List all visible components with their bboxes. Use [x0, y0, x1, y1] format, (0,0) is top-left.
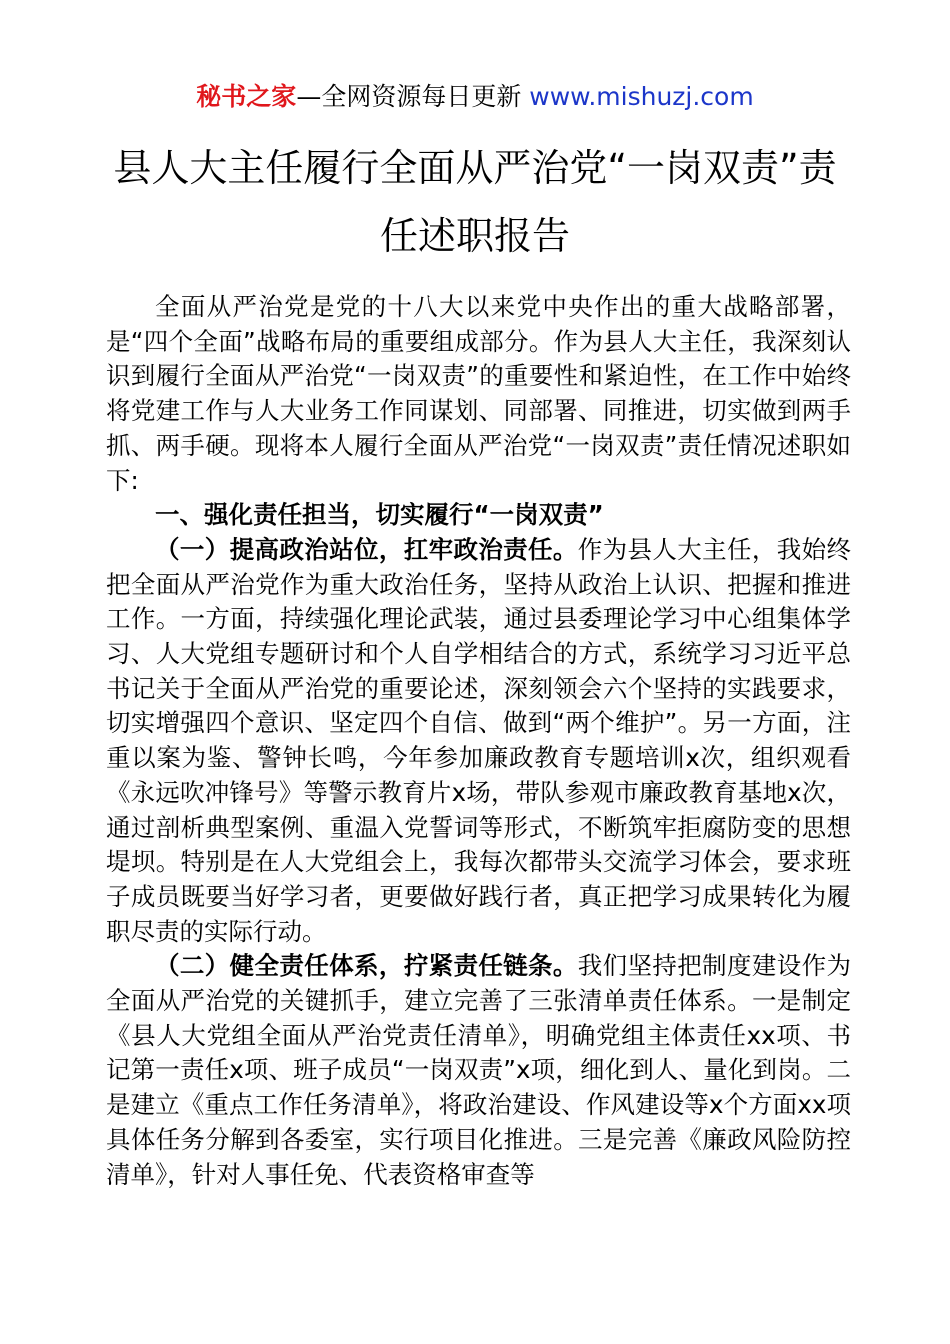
document-title: 县人大主任履行全面从严治党“一岗双责”责任述职报告 [113, 146, 837, 258]
subsection-heading: （一）提高政治站位，扛牢政治责任。 [155, 534, 578, 564]
subsection-text: 作为县人大主任，我始终把全面从严治党作为重大政治任务，坚持从政治上认识、把握和推进工作。一方面，持续强化理论武装，通过县委理论学习中心组集体学习、人大党组专题研讨和个人自学相结合的方式，系统学习习近平总书记关于全面从严治党的重要论述，深刻领会六个坚持的实践要求，切实增强四个意识、坚定四个自信、做到“两个维护”。另一方面，注重以案为鉴、警钟长鸣，今年参加廉政教育专题培训x次，组织观看《永远吹冲锋号》等警示教育片x场，带队参观市廉政教育基地x次，通过剖析典型案例、重温入党誓词等形式，不断筑牢拒腐防变的思想堤坝。特别是在人大党组会上，我每次都带头交流学习体会，要求班子成员既要当好学习者，更要做好践行者，真正把学习成果转化为履职尽责的实际行动。 [106, 534, 851, 946]
subsection-paragraph [106, 949, 851, 1192]
site-tagline: —全网资源每日更新 [296, 82, 522, 111]
subsection-heading: （二）健全责任体系，拧紧责任链条。 [155, 951, 578, 981]
site-url-link[interactable]: www.mishuzj.com [529, 82, 754, 111]
section-heading: 一、强化责任担当，切实履行“一岗双责” [155, 500, 604, 530]
document-body [106, 290, 851, 1192]
intro-paragraph: 全面从严治党是党的十八大以来党中央作出的重大战略部署，是“四个全面”战略布局的重要组成部分。作为县人大主任，我深刻认识到履行全面从严治党“一岗双责”的重要性和紧迫性，在工作中始终将党建工作与人大业务工作同谋划、同部署、同推进，切实做到两手抓、两手硬。现将本人履行全面从严治党“一岗双责”责任情况述职如下: [106, 292, 851, 495]
subsection-text: 我们坚持把制度建设作为全面从严治党的关键抓手，建立完善了三张清单责任体系。一是制定《县人大党组全面从严治党责任清单》，明确党组主体责任xx项、书记第一责任x项、班子成员“一岗双责”x项，细化到人、量化到岗。二是建立《重点工作任务清单》，将政治建设、作风建设等x个方面xx项具体任务分解到各委室，实行项目化推进。三是完善《廉政风险防控清单》，针对人事任免、代表资格审查等 [106, 951, 851, 1189]
site-header [0, 80, 950, 114]
subsection-paragraph [106, 533, 851, 949]
site-brand: 秘书之家 [196, 82, 297, 111]
